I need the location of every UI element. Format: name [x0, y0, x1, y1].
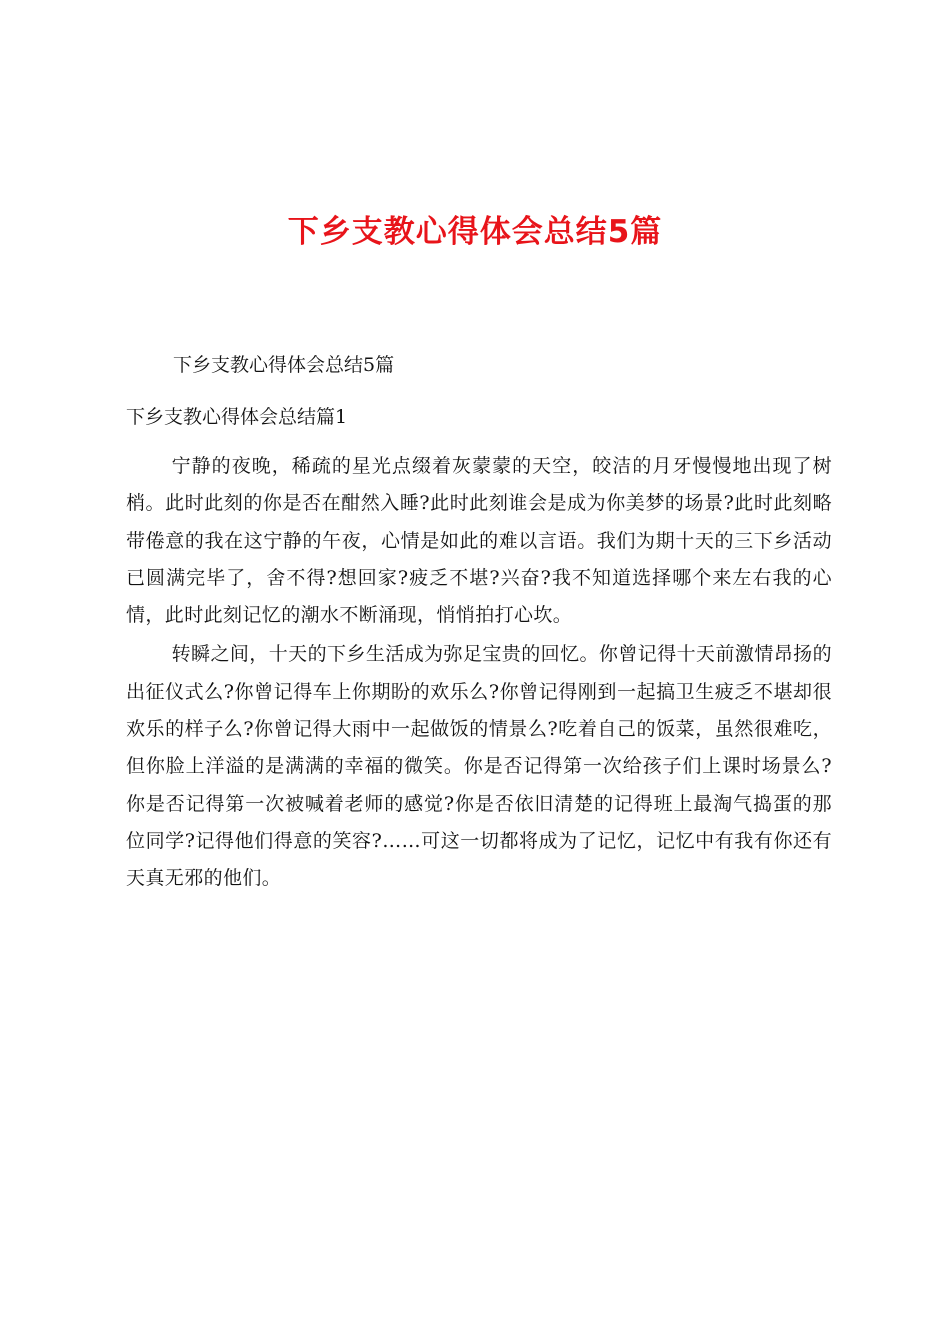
document-subtitle: 下乡支教心得体会总结5篇 [173, 354, 395, 376]
document-title: 下乡支教心得体会总结5篇 [287, 214, 663, 250]
section-heading: 下乡支教心得体会总结篇1 [126, 406, 348, 428]
paragraph-2: 转瞬之间，十天的下乡生活成为弥足宝贵的回忆。你曾记得十天前激情昂扬的出征仪式么?你曾记得车上你期盼的欢乐么?你曾记得刚到一起搞卫生疲乏不堪却很欢乐的样子么?你曾记得大雨中一起做饭的情景么?吃着自己的饭菜，虽然很难吃，但你脸上洋溢的是满满的幸福的微笑。你是否记得第一次给孩子们上课时场景么?你是否记得第一次被喊着老师的感觉?你是否依旧清楚的记得班上最淘气捣蛋的那位同学?记得他们得意的笑容?……可这一切都将成为了记忆，记忆中有我有你还有天真无邪的他们。 [126, 643, 832, 890]
body-text [126, 448, 832, 900]
paragraph-1: 宁静的夜晚，稀疏的星光点缀着灰蒙蒙的天空，皎洁的月牙慢慢地出现了树梢。此时此刻的你是否在酣然入睡?此时此刻谁会是成为你美梦的场景?此时此刻略带倦意的我在这宁静的午夜，心情是如此的难以言语。我们为期十天的三下乡活动已圆满完毕了，舍不得?想回家?疲乏不堪?兴奋?我不知道选择哪个来左右我的心情，此时此刻记忆的潮水不断涌现，悄悄拍打心坎。 [126, 455, 832, 627]
